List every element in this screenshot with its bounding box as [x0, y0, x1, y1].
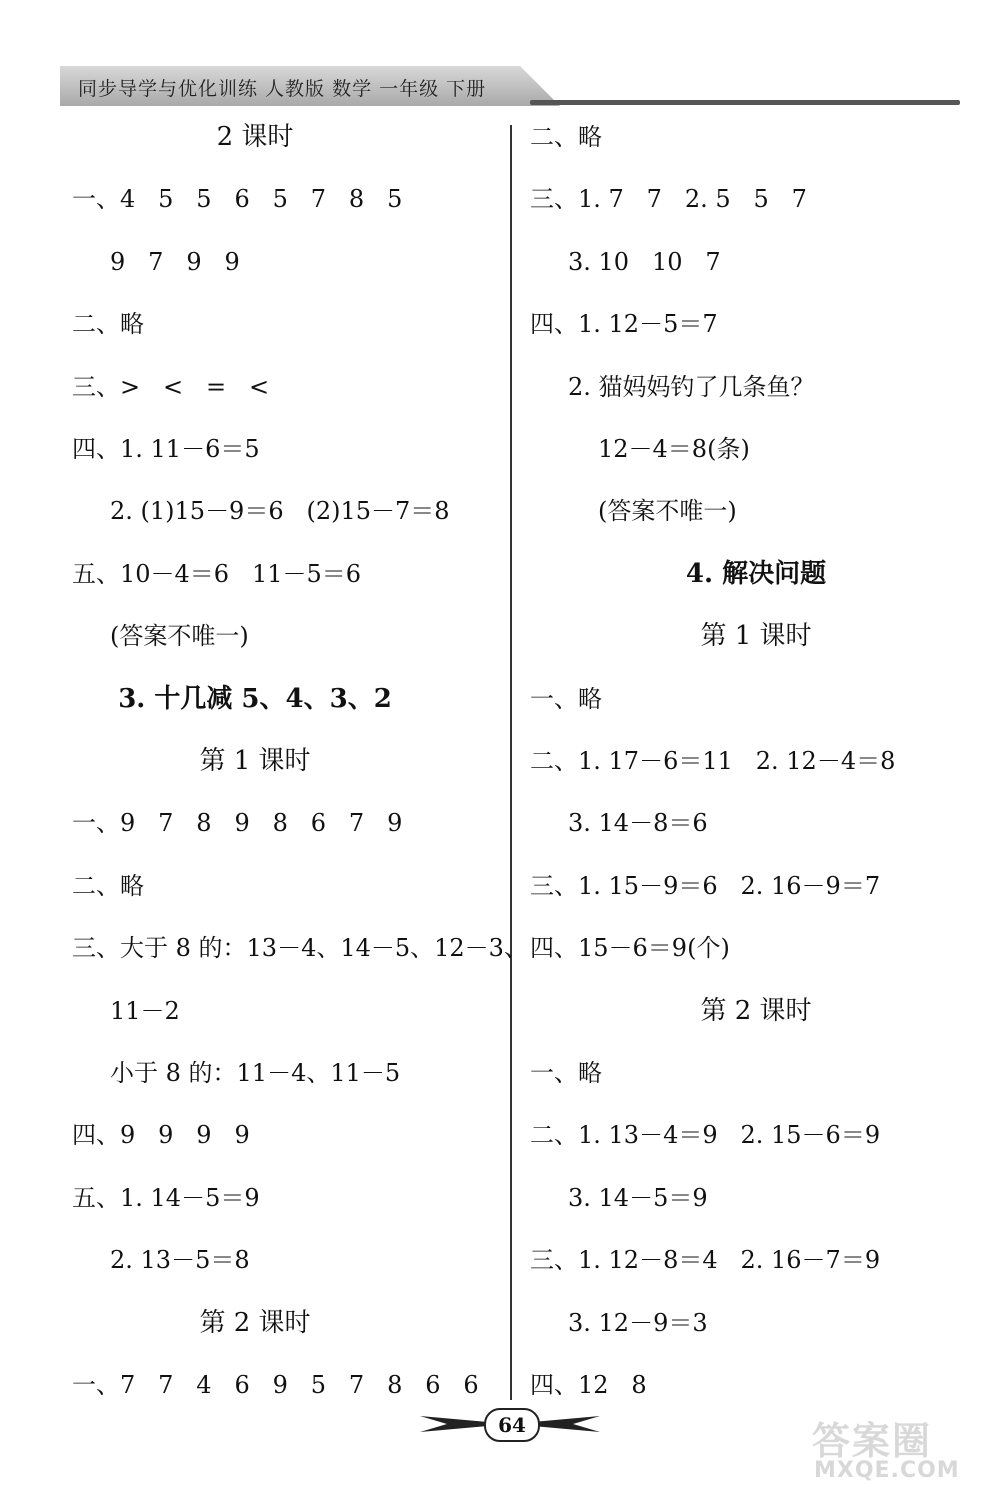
right-answer-line: 四、12 8 [530, 1371, 647, 1399]
right-answer-line: 三、1. 15－9＝6 2. 16－9＝7 [530, 871, 881, 900]
right-answer-line: 四、1. 12－5＝7 [530, 310, 718, 339]
watermark-title: 答案圈 [812, 1419, 933, 1463]
left-answer-line: 第 2 课时 [199, 1307, 311, 1338]
left-answer-line: 3. 十几减 5、4、3、2 [118, 683, 392, 714]
left-answer-line: 一、7 7 4 6 9 5 7 8 6 6 [72, 1371, 479, 1399]
header-title: 同步导学与优化训练 人教版 数学 一年级 下册 [78, 78, 487, 100]
right-answer-line: 一、略 [530, 684, 602, 713]
left-answer-line: 一、9 7 8 9 8 6 7 9 [72, 809, 403, 838]
right-answer-line: (答案不唯一) [598, 497, 737, 526]
page-number: 64 [484, 1408, 540, 1442]
left-answer-line: 二、略 [72, 871, 144, 900]
left-answer-line: 2. 13－5＝8 [110, 1246, 250, 1275]
left-answer-line: 2 课时 [216, 122, 294, 152]
header-rule [530, 100, 960, 105]
left-answer-line: 2. (1)15－9＝6 (2)15－7＝8 [110, 497, 450, 526]
left-answer-line: 11－2 [110, 996, 180, 1025]
left-answer-line: 二、略 [72, 310, 144, 339]
left-answer-line: 9 7 9 9 [110, 247, 240, 276]
watermark [800, 1410, 990, 1490]
left-answer-line: 第 1 课时 [199, 746, 311, 776]
right-answer-line: 3. 12－9＝3 [568, 1308, 708, 1337]
left-answer-line: 四、1. 11－6＝5 [72, 435, 260, 463]
right-answer-line: 12－4＝8(条) [598, 435, 750, 463]
left-answer-line: 一、4 5 5 6 5 7 8 5 [72, 185, 403, 214]
left-answer-line: (答案不唯一) [110, 622, 249, 651]
right-answer-line: 一、略 [530, 1059, 602, 1087]
page-header [60, 66, 960, 108]
right-answer-line: 2. 猫妈妈钓了几条鱼？ [568, 372, 815, 401]
right-answer-line: 二、1. 17－6＝11 2. 12－4＝8 [530, 747, 896, 775]
right-answer-line: 4. 解决问题 [685, 558, 827, 589]
left-answer-line: 小于 8 的：11－4、11－5 [110, 1059, 401, 1087]
right-answer-line: 3. 14－5＝9 [568, 1183, 708, 1212]
column-divider [510, 125, 512, 1400]
left-answer-line: 五、10－4＝6 11－5＝6 [72, 559, 362, 588]
page-footer [420, 1408, 600, 1444]
right-answer-line: 3. 10 10 7 [568, 247, 721, 276]
right-answer-line: 第 2 课时 [700, 995, 812, 1026]
right-answer-line: 第 1 课时 [700, 621, 812, 652]
left-answer-line: 三、> < = < [72, 372, 270, 401]
right-answer-line: 三、1. 12－8＝4 2. 16－7＝9 [530, 1246, 881, 1275]
right-answer-line: 四、15－6＝9(个) [530, 934, 730, 963]
right-answer-line: 3. 14－8＝6 [568, 809, 708, 838]
left-answer-line: 三、大于 8 的：13－4、14－5、12－3、 [72, 934, 528, 963]
right-answer-line: 二、1. 13－4＝9 2. 15－6＝9 [530, 1121, 881, 1150]
left-answer-line: 五、1. 14－5＝9 [72, 1183, 260, 1212]
right-answer-line: 二、略 [530, 123, 602, 151]
left-answer-line: 四、9 9 9 9 [72, 1121, 250, 1150]
watermark-url: MXQE.COM [814, 1458, 960, 1483]
right-answer-line: 三、1. 7 7 2. 5 5 7 [530, 185, 807, 214]
